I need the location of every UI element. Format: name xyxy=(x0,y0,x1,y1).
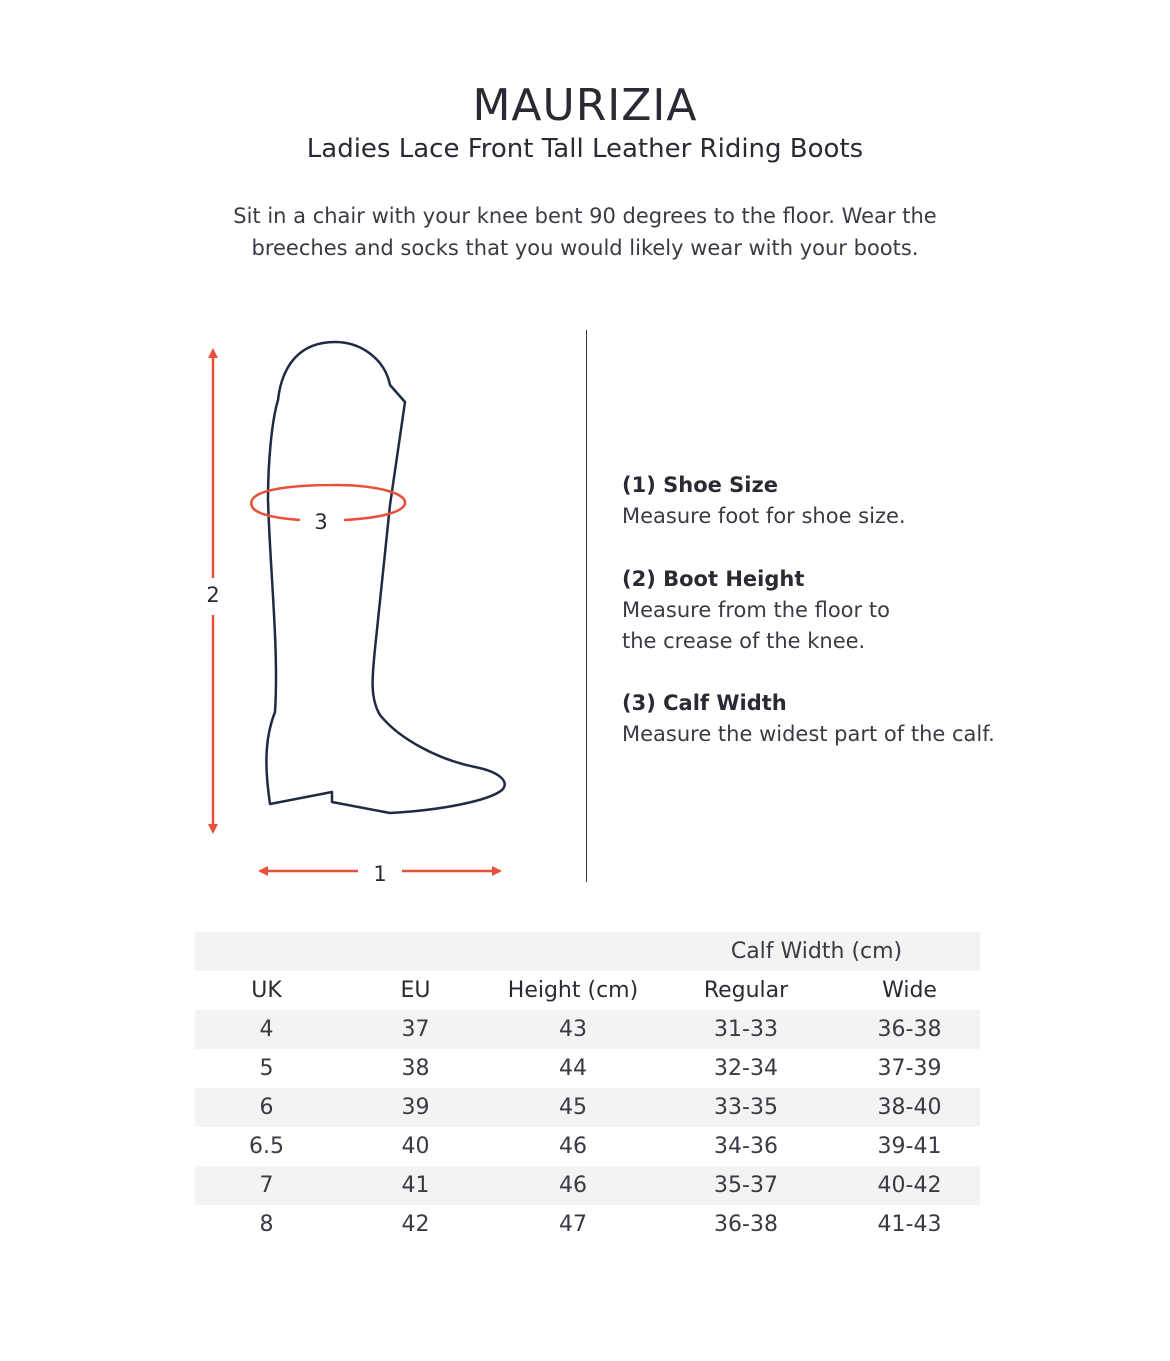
boot-outline xyxy=(266,342,504,813)
cell-eu: 37 xyxy=(338,1010,493,1049)
cell-uk: 8 xyxy=(259,1212,274,1237)
cell-wide: 36-38 xyxy=(839,1010,980,1049)
column-header: Wide xyxy=(882,978,937,1003)
cell-eu: 41 xyxy=(338,1166,493,1205)
cell-height: 47 xyxy=(559,1212,587,1237)
calf-measure-arc-left xyxy=(251,485,405,520)
guide-shoe-size xyxy=(622,470,1042,532)
table-row xyxy=(195,1166,980,1205)
cell-wide: 37-39 xyxy=(877,1056,942,1081)
cell-height: 44 xyxy=(559,1056,587,1081)
guide-title: (3) Calf Width xyxy=(622,691,787,715)
column-header: Height (cm) xyxy=(507,978,639,1003)
guide-boot-height xyxy=(622,564,922,657)
cell-wide: 39-41 xyxy=(877,1134,942,1159)
cell-regular: 36-38 xyxy=(714,1212,778,1237)
guide-text: Measure foot for shoe size. xyxy=(622,504,906,528)
guide-calf-width xyxy=(622,688,1042,750)
label-calf-width: 3 xyxy=(314,510,328,534)
table-row xyxy=(195,1088,980,1127)
table-row xyxy=(195,1010,980,1049)
column-header: Regular xyxy=(703,978,789,1003)
intro-text: Sit in a chair with your knee bent 90 degrees to the floor. Wear the breeches and socks that you would likely wear with your boots. xyxy=(233,204,937,260)
cell-regular: 33-35 xyxy=(653,1088,839,1127)
cell-uk: 6.5 xyxy=(249,1134,284,1159)
cell-uk: 7 xyxy=(195,1166,338,1205)
cell-height: 45 xyxy=(493,1088,653,1127)
cell-eu: 42 xyxy=(401,1212,430,1237)
column-header: EU xyxy=(400,978,431,1003)
table-group-header-row xyxy=(195,932,980,971)
product-subtitle: Ladies Lace Front Tall Leather Riding Boots xyxy=(306,134,864,164)
table-row xyxy=(195,1127,980,1166)
guide-text: Measure from the floor to the crease of the knee. xyxy=(622,598,890,653)
cell-regular: 32-34 xyxy=(714,1056,778,1081)
column-header: UK xyxy=(251,978,282,1003)
cell-regular: 34-36 xyxy=(714,1134,778,1159)
label-boot-height: 2 xyxy=(206,583,220,607)
cell-uk: 5 xyxy=(259,1056,274,1081)
size-chart-table xyxy=(195,932,980,1244)
section-divider xyxy=(586,330,587,882)
table-header-row xyxy=(195,971,980,1010)
table-row xyxy=(195,1205,980,1244)
cell-height: 46 xyxy=(559,1134,587,1159)
cell-wide: 38-40 xyxy=(839,1088,980,1127)
cell-uk: 4 xyxy=(195,1010,338,1049)
cell-wide: 41-43 xyxy=(877,1212,942,1237)
boot-measurement-diagram xyxy=(190,320,530,900)
table-row xyxy=(195,1049,980,1088)
guide-title: (2) Boot Height xyxy=(622,567,805,591)
cell-regular: 31-33 xyxy=(653,1010,839,1049)
cell-height: 43 xyxy=(493,1010,653,1049)
cell-uk: 6 xyxy=(195,1088,338,1127)
brand-title: MAURIZIA xyxy=(472,80,698,131)
calf-width-group-header: Calf Width (cm) xyxy=(653,932,980,971)
cell-wide: 40-42 xyxy=(839,1166,980,1205)
cell-eu: 39 xyxy=(338,1088,493,1127)
cell-height: 46 xyxy=(493,1166,653,1205)
cell-regular: 35-37 xyxy=(653,1166,839,1205)
cell-eu: 40 xyxy=(401,1134,430,1159)
guide-text: Measure the widest part of the calf. xyxy=(622,722,995,746)
label-shoe-size: 1 xyxy=(373,862,387,886)
guide-title: (1) Shoe Size xyxy=(622,473,778,497)
cell-eu: 38 xyxy=(401,1056,430,1081)
